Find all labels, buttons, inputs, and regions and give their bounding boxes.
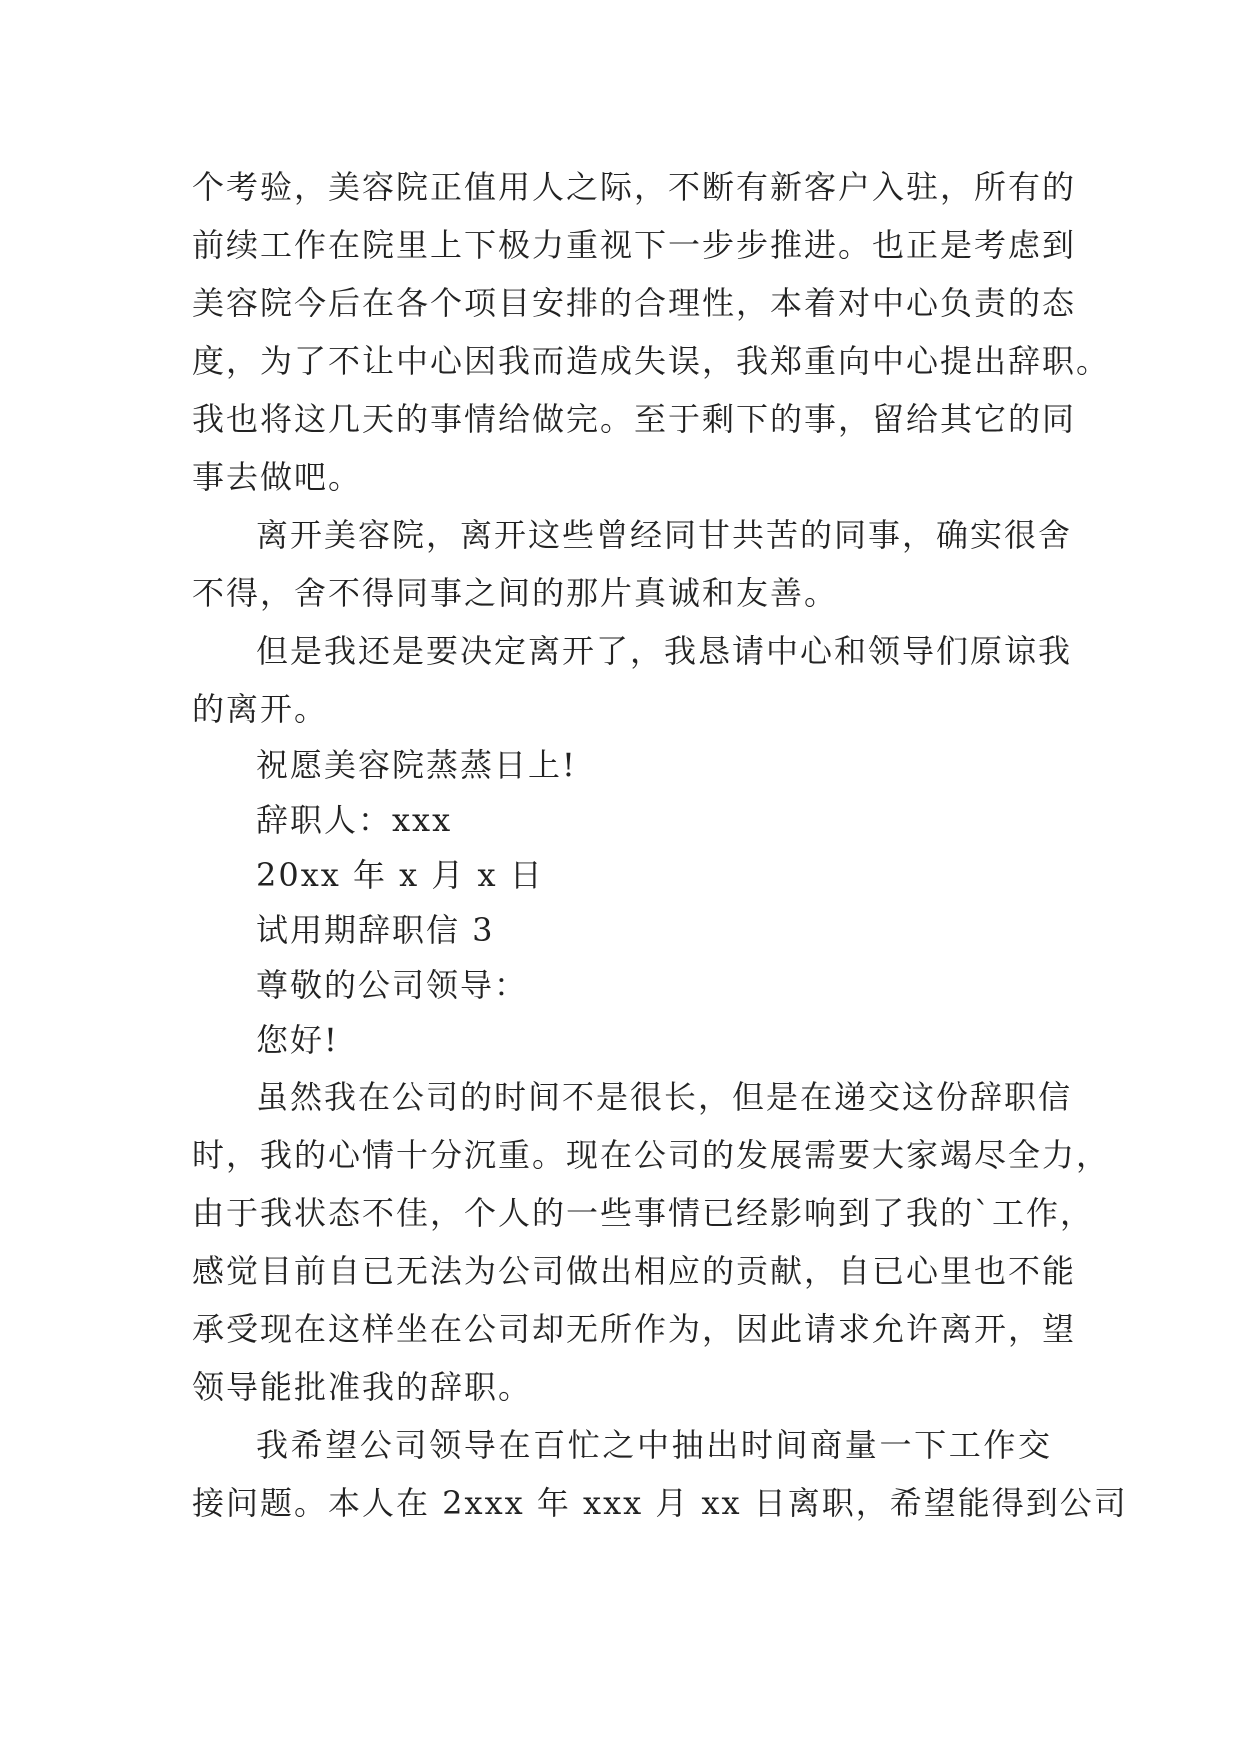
section-heading: 试用期辞职信 3 xyxy=(256,911,495,949)
text-line: 我也将这几天的事情给做完。至于剩下的事，留给其它的同 xyxy=(192,400,1077,438)
text-line: 承受现在这样坐在公司却无所作为，因此请求允许离开，望 xyxy=(192,1310,1077,1348)
text-line: 不得，舍不得同事之间的那片真诚和友善。 xyxy=(192,574,839,612)
text-line: 由于我状态不佳，个人的一些事情已经影响到了我的`工作， xyxy=(192,1194,1095,1232)
text-line: 的离开。 xyxy=(192,690,329,728)
greeting: 您好! xyxy=(256,1021,339,1059)
text-line: 感觉目前自已无法为公司做出相应的贡献，自已心里也不能 xyxy=(192,1252,1077,1290)
text-line: 接问题。本人在 2xxx 年 xxx 月 xx 日离职，希望能得到公司 xyxy=(192,1484,1128,1522)
paragraph-start-line: 虽然我在公司的时间不是很长，但是在递交这份辞职信 xyxy=(256,1078,1073,1116)
text-line: 个考验，美容院正值用人之际，不断有新客户入驻，所有的 xyxy=(192,168,1077,206)
text-line: 事去做吧。 xyxy=(192,458,363,496)
closing-wish: 祝愿美容院蒸蒸日上! xyxy=(256,746,577,784)
text-line: 度，为了不让中心因我而造成失误，我郑重向中心提出辞职。 xyxy=(192,342,1111,380)
text-line: 前续工作在院里上下极力重视下一步步推进。也正是考虑到 xyxy=(192,226,1077,264)
text-line: 时，我的心情十分沉重。现在公司的发展需要大家竭尽全力， xyxy=(192,1136,1111,1174)
text-line: 美容院今后在各个项目安排的合理性，本着对中心负责的态 xyxy=(192,284,1077,322)
document-body xyxy=(192,158,1128,1532)
signature-date: 20xx 年 x 月 x 日 xyxy=(256,856,544,894)
salutation: 尊敬的公司领导： xyxy=(256,966,529,1004)
signature-name: 辞职人：xxx xyxy=(256,801,453,839)
paragraph-start-line: 但是我还是要决定离开了，我恳请中心和领导们原谅我 xyxy=(256,632,1073,670)
paragraph-start-line: 离开美容院，离开这些曾经同甘共苦的同事，确实很舍 xyxy=(256,516,1073,554)
paragraph-start-line: 我希望公司领导在百忙之中抽出时间商量一下工作交 xyxy=(256,1426,1052,1464)
text-line: 领导能批准我的辞职。 xyxy=(192,1368,533,1406)
